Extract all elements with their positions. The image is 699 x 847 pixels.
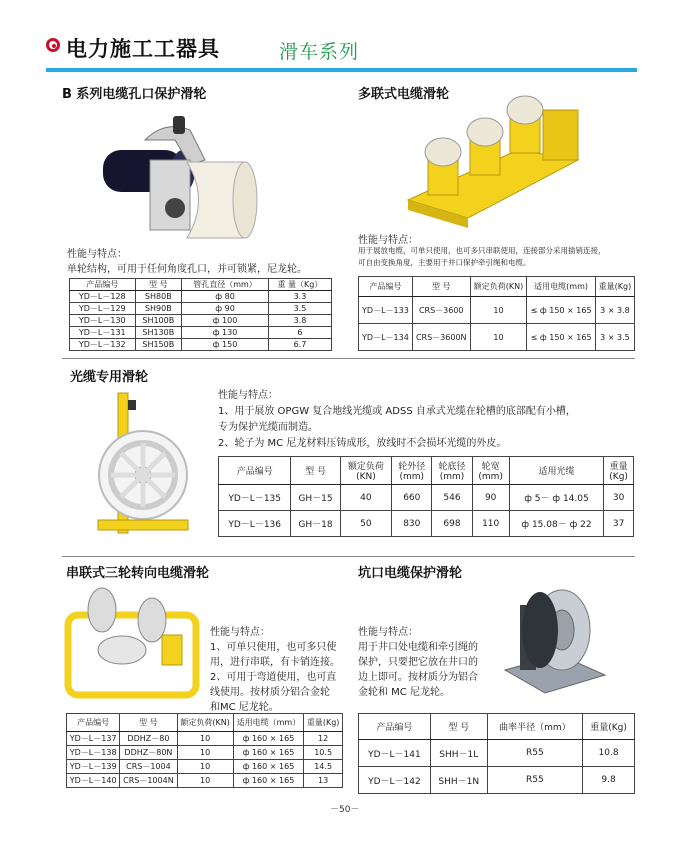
b-header-model: 型 号 — [135, 279, 182, 291]
table-row: YD－L－137 DDHZ－80 10 ф 160 × 165 12 — [67, 732, 343, 746]
table-row: YD－L－133 CRS－3600 10 ≤ ф 150 × 165 3 × 3.8 — [359, 297, 635, 324]
section-fiber-feature-3: 2、轮子为 MC 尼龙材料压铸成形，放线时不会损坏光缆的外皮。 — [218, 438, 507, 449]
table-row: YD－L－132 SH150B ф 150 6.7 — [70, 339, 332, 351]
section-multi-feature-2: 可自由变换角度，主要用于井口保护牵引绳和电缆。 — [358, 258, 531, 267]
table-row: YD－L－130 SH100B ф 100 3.8 — [70, 315, 332, 327]
triple-header-load: 额定负荷(KN) — [177, 714, 233, 732]
section-fiber-features-label: 性能与特点： — [218, 390, 278, 401]
section-pit-feature-1: 用于井口处电缆和牵引绳的 — [358, 642, 478, 653]
section-fiber-feature-1: 1、用于展放 OPGW 复合地线光缆或 ADSS 自承式光缆在轮槽的底部配有小槽， — [218, 406, 576, 417]
triple-header-cable: 适用电缆（mm） — [233, 714, 304, 732]
section-fiber-title: 光缆专用滑轮 — [70, 370, 149, 385]
section-triple-feature-1: 1、可单只使用，也可多只使 — [210, 642, 337, 653]
triple-header-weight: 重量(Kg) — [304, 714, 343, 732]
triple-header-code: 产品编号 — [67, 714, 120, 732]
table-row: YD－L－142 SHH－1N R55 9.8 — [359, 767, 635, 794]
multi-header-code: 产品编号 — [359, 277, 413, 297]
table-row: YD－L－135 GH－15 40 660 546 90 ф 5－ ф 14.05 30 — [219, 485, 634, 511]
fiber-header-bottom: 轮底径 (mm) — [432, 457, 472, 485]
pit-pulley-image — [500, 575, 610, 695]
section-triple-title: 串联式三轮转向电缆滑轮 — [66, 566, 210, 581]
section-b-title: B 系列电缆孔口保护滑轮 — [62, 87, 207, 102]
table-row: YD－L－140 CRS－1004N 10 ф 160 × 165 13 — [67, 774, 343, 788]
multi-header-model: 型 号 — [412, 277, 470, 297]
header-rule — [46, 68, 637, 72]
b-series-pulley-image — [95, 100, 260, 250]
section-multi-title: 多联式电缆滑轮 — [358, 87, 450, 102]
fiber-header-code: 产品编号 — [219, 457, 291, 485]
section-fiber-feature-2: 专为保护光缆而制造。 — [218, 422, 318, 433]
header-mark-icon — [46, 38, 60, 52]
section-multi-features-label: 性能与特点： — [358, 235, 418, 246]
section-pit-features-label: 性能与特点： — [358, 627, 418, 638]
section-multi-feature-1: 用于展放电缆，可单只使用，也可多只串联使用，连接部分采用插销连接， — [358, 246, 606, 255]
divider — [62, 556, 635, 557]
pit-header-model: 型 号 — [430, 714, 487, 740]
section-b-feature-1: 单轮结构，可用于任何角度孔口，并可锁紧，尼龙轮。 — [67, 264, 307, 275]
table-row: YD－L－134 CRS－3600N 10 ≤ ф 150 × 165 3 × 3.5 — [359, 324, 635, 351]
page-number: －50－ — [330, 805, 360, 815]
page-title: 电力施工工器具 — [66, 37, 220, 61]
fiber-pulley-image — [88, 385, 198, 540]
section-triple-feature-4: 线使用。按材质分铝合金轮 — [210, 687, 330, 698]
section-pit-title: 坑口电缆保护滑轮 — [358, 566, 463, 581]
section-pit-features — [358, 640, 478, 700]
section-fiber-spec-table — [218, 456, 634, 537]
pit-header-weight: 重量(Kg) — [583, 714, 635, 740]
multi-header-load: 额定负荷(KN) — [470, 277, 527, 297]
fiber-header-weight: 重量 (Kg) — [604, 457, 634, 485]
fiber-header-outer: 轮外径 (mm) — [392, 457, 432, 485]
b-header-weight: 重 量（Kg） — [268, 279, 331, 291]
pit-header-code: 产品编号 — [359, 714, 431, 740]
table-row: YD－L－131 SH130B ф 130 6 — [70, 327, 332, 339]
section-triple-feature-3: 2、可用于弯道使用，也可直 — [210, 672, 337, 683]
triple-header-model: 型 号 — [120, 714, 177, 732]
section-multi-spec-table — [358, 276, 635, 351]
multi-header-weight: 重量(Kg) — [595, 277, 634, 297]
multi-header-cable: 适用电缆(mm) — [527, 277, 596, 297]
section-pit-feature-4: 金轮和 MC 尼龙轮。 — [358, 687, 450, 698]
section-multi-features — [358, 245, 606, 269]
b-header-code: 产品编号 — [70, 279, 136, 291]
section-pit-feature-2: 保护，只要把它放在井口的 — [358, 657, 478, 668]
section-b-features-label: 性能与特点： — [67, 249, 127, 260]
section-triple-spec-table — [66, 713, 343, 788]
table-row: YD－L－139 CRS－1004 10 ф 160 × 165 14.5 — [67, 760, 343, 774]
fiber-header-width: 轮宽 (mm) — [472, 457, 509, 485]
fiber-header-model: 型 号 — [291, 457, 340, 485]
table-row: YD－L－129 SH90B ф 90 3.5 — [70, 303, 332, 315]
section-fiber-features — [218, 404, 576, 452]
table-row: YD－L－141 SHH－1L R55 10.8 — [359, 740, 635, 767]
section-triple-features — [210, 640, 340, 715]
triple-pulley-image — [62, 580, 202, 705]
page-subtitle: 滑车系列 — [279, 41, 360, 63]
table-row: YD－L－128 SH80B ф 80 3.3 — [70, 291, 332, 303]
divider — [62, 358, 635, 359]
section-triple-features-label: 性能与特点： — [210, 627, 270, 638]
table-row: YD－L－138 DDHZ－80N 10 ф 160 × 165 10.5 — [67, 746, 343, 760]
multi-pulley-image — [398, 90, 588, 230]
fiber-header-cable: 适用光缆 — [509, 457, 603, 485]
pit-header-radius: 曲率半径（mm） — [487, 714, 582, 740]
table-row: YD－L－136 GH－18 50 830 698 110 ф 15.08－ ф 22 37 — [219, 511, 634, 537]
fiber-header-load: 额定负荷 (KN) — [340, 457, 392, 485]
section-b-spec-table — [69, 278, 332, 351]
section-pit-spec-table — [358, 713, 635, 794]
b-header-diameter: 管孔直径（mm） — [182, 279, 269, 291]
section-pit-feature-3: 边上即可。按材质分为铝合 — [358, 672, 478, 683]
section-triple-feature-2: 用，进行串联，有卡销连接。 — [210, 657, 340, 668]
section-triple-feature-5: 和MC 尼龙轮。 — [210, 702, 279, 713]
